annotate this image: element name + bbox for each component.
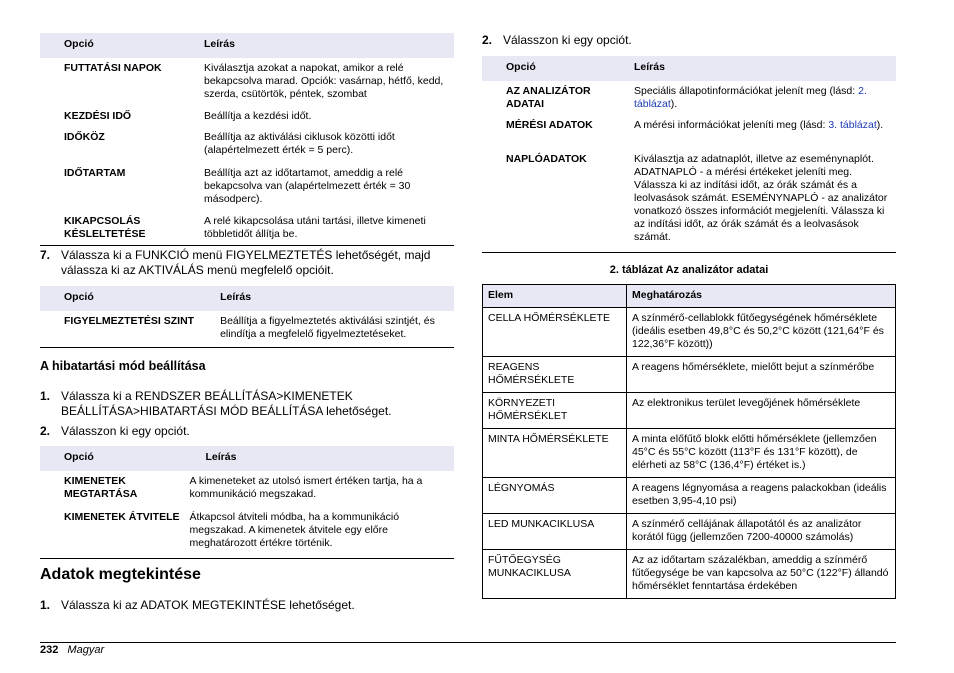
col-header-option: Opció bbox=[40, 33, 184, 58]
table-row bbox=[40, 163, 454, 211]
option-name: IDŐTARTAM bbox=[64, 167, 126, 179]
table-row bbox=[483, 357, 896, 393]
option-desc: Kiválasztja azokat a napokat, amikor a relé bekapcsolva marad. Opciók: vasárnap, hétfő, kedd, szerda, csütörtök, péntek, szombat bbox=[204, 62, 444, 100]
item-definition: Az az időtartam százalékban, ameddig a színmérő fűtőegysége be van kapcsolva az 50°C (122°F) állandó hőmérséklet fenntartása érdekében bbox=[627, 550, 896, 599]
col-header-definition: Meghatározás bbox=[627, 285, 896, 308]
item-name: REAGENS HŐMÉRSÉKLETE bbox=[483, 357, 627, 393]
warning-options-table bbox=[40, 286, 454, 348]
table-bottom-rule bbox=[40, 558, 454, 559]
step-text: Válasszon ki egy opciót. bbox=[61, 424, 190, 438]
table-bottom-rule bbox=[482, 252, 896, 253]
step-text: Válassza ki a FUNKCIÓ menü FIGYELMEZTETÉS lehetőségét, majd válassza ki az AKTIVÁLÁS menü megfelelő opcióit. bbox=[61, 248, 431, 277]
footer-language: Magyar bbox=[67, 644, 105, 656]
table-row bbox=[483, 478, 896, 514]
table-row bbox=[40, 127, 454, 163]
item-definition: A színmérő-cellablokk fűtőegységének hőmérséklete (ideális esetben 49,8°C és 50,2°C között (121,64°F és 122,36°F között)) bbox=[627, 308, 896, 357]
step-2-hold bbox=[40, 424, 454, 440]
col-header-description: Leírás bbox=[200, 286, 454, 311]
item-name: LED MUNKACIKLUSA bbox=[483, 514, 627, 550]
footer bbox=[40, 644, 104, 656]
desc-text: A mérési információkat jeleníti meg (lásd: bbox=[634, 119, 829, 131]
table-row bbox=[483, 429, 896, 478]
step-number: 7. bbox=[40, 248, 51, 262]
table-caption: 2. táblázat Az analizátor adatai bbox=[609, 264, 769, 276]
option-desc bbox=[610, 115, 896, 149]
step-number: 1. bbox=[40, 389, 51, 403]
col-header-description: Leírás bbox=[184, 33, 454, 58]
option-name: IDŐKÖZ bbox=[64, 131, 105, 143]
step-7 bbox=[40, 248, 454, 280]
table-row bbox=[482, 149, 896, 248]
option-desc: A relé kikapcsolása utáni tartási, illetve kimeneti többletidőt állítja be. bbox=[204, 215, 426, 240]
table-row bbox=[483, 514, 896, 550]
desc-tail: ). bbox=[670, 98, 678, 110]
section-heading: Adatok megtekintése bbox=[40, 566, 201, 583]
col-header-description: Leírás bbox=[182, 446, 454, 471]
step-1-hold bbox=[40, 389, 454, 421]
col-header-description: Leírás bbox=[610, 56, 896, 81]
col-header-option: Opció bbox=[40, 286, 200, 311]
table-row bbox=[40, 311, 454, 345]
table-row bbox=[40, 211, 454, 245]
step-2-data bbox=[482, 33, 896, 49]
table-row bbox=[483, 308, 896, 357]
option-desc: Átkapcsol átviteli módba, ha a kommunikáció megszakad. A kimenetek átvitele egy előre meghatározott értékre történik. bbox=[189, 511, 400, 549]
item-definition: Az elektronikus terület levegőjének hőmérséklete bbox=[627, 393, 896, 429]
table-row bbox=[483, 550, 896, 599]
option-desc: Kiválasztja az adatnaplót, illetve az eseménynaplót. ADATNAPLÓ - a mérési értékeket jeleníti meg. Válassza ki az indítási időt, az órák számát és a leolvasások számát. ESEMÉNYNAPLÓ - az analizátor vonatkozó összes információt megjeleníti. Válassza ki az indítási időt, az órák számát és a leolvasások számát. bbox=[634, 153, 888, 243]
option-name: FIGYELMEZTETÉSI SZINT bbox=[64, 315, 195, 327]
data-options-table bbox=[482, 56, 896, 253]
table-row bbox=[482, 115, 896, 149]
section-subheading: A hibatartási mód beállítása bbox=[40, 359, 206, 373]
col-header-item: Elem bbox=[483, 285, 627, 308]
option-name: MÉRÉSI ADATOK bbox=[506, 119, 593, 131]
hold-options-table bbox=[40, 446, 454, 559]
table-row bbox=[40, 471, 454, 507]
table-row bbox=[40, 507, 454, 554]
table-row bbox=[40, 106, 454, 127]
table-row bbox=[40, 58, 454, 106]
table-bottom-rule bbox=[40, 347, 454, 348]
option-desc: Beállítja a kezdési időt. bbox=[204, 110, 312, 122]
item-definition: A minta előfűtő blokk előtti hőmérséklete (jellemzően 45°C és 55°C között (113°F és 131°F között), de elérheti az 58°C (136,4°F) értéket is.) bbox=[627, 429, 896, 478]
col-header-option: Opció bbox=[40, 446, 182, 471]
option-desc: A kimeneteket az utolsó ismert értéken tartja, ha a kommunikáció megszakad. bbox=[189, 475, 423, 500]
option-desc: Beállítja a figyelmeztetés aktiválási szintjét, és elindítja a megfelelő figyelmeztetéseket. bbox=[220, 315, 435, 340]
desc-tail: ). bbox=[876, 119, 884, 131]
step-text: Válassza ki a RENDSZER BEÁLLÍTÁSA>KIMENETEK BEÁLLÍTÁSA>HIBATARTÁSI MÓD BEÁLLÍTÁSA lehetőséget. bbox=[61, 389, 392, 418]
step-number: 2. bbox=[40, 424, 51, 438]
table-row bbox=[482, 81, 896, 115]
option-name: KEZDÉSI IDŐ bbox=[64, 110, 132, 122]
item-name: CELLA HŐMÉRSÉKLETE bbox=[483, 308, 627, 357]
option-name: AZ ANALIZÁTOR ADATAI bbox=[506, 85, 591, 110]
option-desc: Beállítja az aktiválási ciklusok közötti időt (alapértelmezett érték = 5 perc). bbox=[204, 131, 395, 156]
item-name: FŰTŐEGYSÉG MUNKACIKLUSA bbox=[483, 550, 627, 599]
table-bottom-rule bbox=[40, 245, 454, 246]
desc-text: Speciális állapotinformációkat jelenít meg (lásd: bbox=[634, 85, 859, 97]
option-name: KIKAPCSOLÁS KÉSLELTETÉSE bbox=[64, 215, 146, 240]
item-name: KÖRNYEZETI HŐMÉRSÉKLET bbox=[483, 393, 627, 429]
option-name: KIMENETEK ÁTVITELE bbox=[64, 511, 180, 523]
option-desc bbox=[610, 81, 896, 115]
option-desc: Beállítja azt az időtartamot, ameddig a relé bekapcsolva van (alapértelmezett érték = 30 másodperc). bbox=[204, 167, 411, 205]
page-number: 232 bbox=[40, 644, 59, 656]
analyzer-data-table bbox=[482, 284, 896, 599]
footer-rule bbox=[40, 642, 896, 643]
option-name: FUTTATÁSI NAPOK bbox=[64, 62, 162, 74]
item-name: MINTA HŐMÉRSÉKLETE bbox=[483, 429, 627, 478]
col-header-option: Opció bbox=[482, 56, 610, 81]
step-number: 1. bbox=[40, 598, 51, 612]
table-link[interactable]: 2. táblázat bbox=[634, 85, 867, 110]
table-link[interactable]: 3. táblázat bbox=[828, 119, 877, 131]
item-name: LÉGNYOMÁS bbox=[483, 478, 627, 514]
relay-options-table bbox=[40, 33, 454, 246]
step-text: Válassza ki az ADATOK MEGTEKINTÉSE lehetőséget. bbox=[61, 598, 355, 612]
item-definition: A reagens hőmérséklete, mielőtt bejut a színmérőbe bbox=[627, 357, 896, 393]
option-name: NAPLÓADATOK bbox=[506, 153, 587, 165]
step-number: 2. bbox=[482, 33, 493, 47]
step-text: Válasszon ki egy opciót. bbox=[503, 33, 632, 47]
step-1-data bbox=[40, 598, 454, 614]
item-definition: A színmérő cellájának állapotától és az analizátor korától függ (jellemzően 7200-40000 számolás) bbox=[627, 514, 896, 550]
option-name: KIMENETEK MEGTARTÁSA bbox=[64, 475, 138, 500]
item-definition: A reagens légnyomása a reagens palackokban (ideális esetben 3,95-4,10 psi) bbox=[627, 478, 896, 514]
table-row bbox=[483, 393, 896, 429]
